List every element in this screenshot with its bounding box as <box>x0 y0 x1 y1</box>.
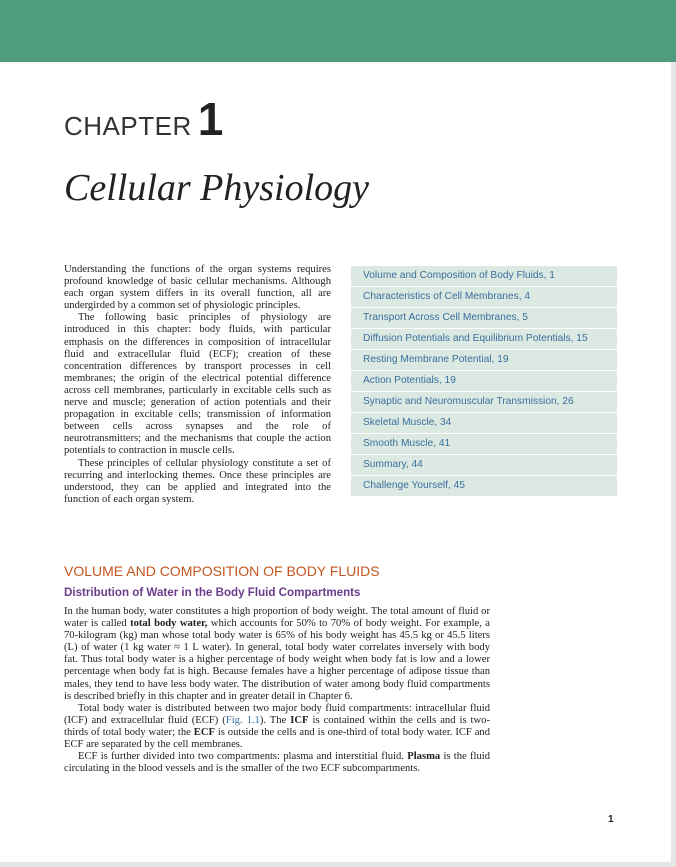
body-text: is the fluid circulating in the blood vessels and is the smaller of the two ECF subcompartments. <box>64 751 491 775</box>
body-paragraph-3 <box>64 751 490 775</box>
toc-item[interactable]: Action Potentials, 19 <box>351 371 617 392</box>
toc-item[interactable]: Diffusion Potentials and Equilibrium Potentials, 15 <box>351 329 617 350</box>
toc-item[interactable]: Skeletal Muscle, 34 <box>351 413 617 434</box>
header-bar <box>0 0 676 62</box>
body-text: ). The <box>259 714 291 726</box>
chapter-title: Cellular Physiology <box>64 167 370 209</box>
term-total-body-water: total body water, <box>130 618 208 630</box>
chapter-label <box>64 93 224 145</box>
body-paragraph-2 <box>64 703 490 751</box>
page-number: 1 <box>608 814 614 825</box>
intro-text <box>64 264 331 506</box>
toc-item[interactable]: Characteristics of Cell Membranes, 4 <box>351 287 617 308</box>
term-ecf: ECF <box>193 726 215 738</box>
toc-item[interactable]: Challenge Yourself, 45 <box>363 480 465 491</box>
chapter-contents-box <box>351 266 617 496</box>
intro-paragraph-2: The following basic principles of physiology are introduced in this chapter: body fluids, with particular emphasis on the differences in composition of intracellular fluid and extracellular fluid (ECF); creation of these concentration differences by transport processes in cell membranes; the origin of the electrical potential difference across cell membranes, particularly in excitable cells such as nerve and muscle; generation of action potentials and their propagation in excitable cells; transmission of information between cells across synapses and the role of neurotransmitters; and the mechanisms that couple the action potentials to contraction in muscle cells. <box>64 312 331 457</box>
body-text: ECF is further divided into two compartments: plasma and interstitial fluid. <box>78 751 408 763</box>
page-edge-right <box>671 62 676 867</box>
toc-item[interactable]: Smooth Muscle, 41 <box>351 434 617 455</box>
body-text: is outside the cells and is one-third of total body water. ICF and ECF are separated by the cell membranes. <box>64 726 490 751</box>
chapter-number: 1 <box>197 93 224 145</box>
intro-paragraph-3: These principles of cellular physiology constitute a set of recurring and interlocking themes. Once these principles are understood, they can be applied and integrated into the function of each organ system. <box>64 457 331 505</box>
toc-item[interactable]: Volume and Composition of Body Fluids, 1 <box>351 266 617 287</box>
figure-link[interactable]: Fig. 1.1 <box>225 714 260 726</box>
page-edge-bottom <box>0 862 676 867</box>
body-text: is contained within the cells and is two-thirds of total body water; the <box>64 714 490 738</box>
toc-item[interactable]: Resting Membrane Potential, 19 <box>351 350 617 371</box>
toc-item[interactable]: Transport Across Cell Membranes, 5 <box>351 308 617 329</box>
body-paragraph-1 <box>64 606 490 703</box>
term-plasma: Plasma <box>407 751 441 763</box>
intro-paragraph-1: Understanding the functions of the organ systems requires profound knowledge of basic cellular mechanisms. Although each organ system differs in its overall function, all are undergirded by a common set of physiologic principles. <box>64 264 331 312</box>
section-body <box>64 606 490 775</box>
section-subheading: Distribution of Water in the Body Fluid Compartments <box>64 586 361 599</box>
body-text: which accounts for 50% to 70% of body weight. For example, a 70-kilogram (kg) man whose total body water is 65% of his body weight has 45.5 kg or 45.5 liters (L) of water (1 kg water ≈ 1 L water). In general, total body water correlates inversely with body fat. Thus total body water is a higher percentage of body weight when body fat is low and a lower percentage when body fat is high. Because females have a higher percentage of adipose tissue than males, they tend to have less body water. The distribution of water among body fluid compartments is described briefly in this chapter and in greater detail in Chapter 6. <box>64 618 491 702</box>
toc-item[interactable]: Synaptic and Neuromuscular Transmission, 26 <box>351 392 617 413</box>
body-text: In the human body, water constitutes a high proportion of body weight. The total amount of fluid or water is called <box>64 606 490 630</box>
body-text: Total body water is distributed between two major body fluid compartments: intracellular fluid (ICF) and extracellular fluid (ECF) ( <box>64 702 490 726</box>
chapter-word: CHAPTER <box>64 111 192 141</box>
section-heading: VOLUME AND COMPOSITION OF BODY FLUIDS <box>64 563 380 579</box>
toc-item[interactable]: Summary, 44 <box>351 455 617 476</box>
term-icf: ICF <box>290 714 309 726</box>
